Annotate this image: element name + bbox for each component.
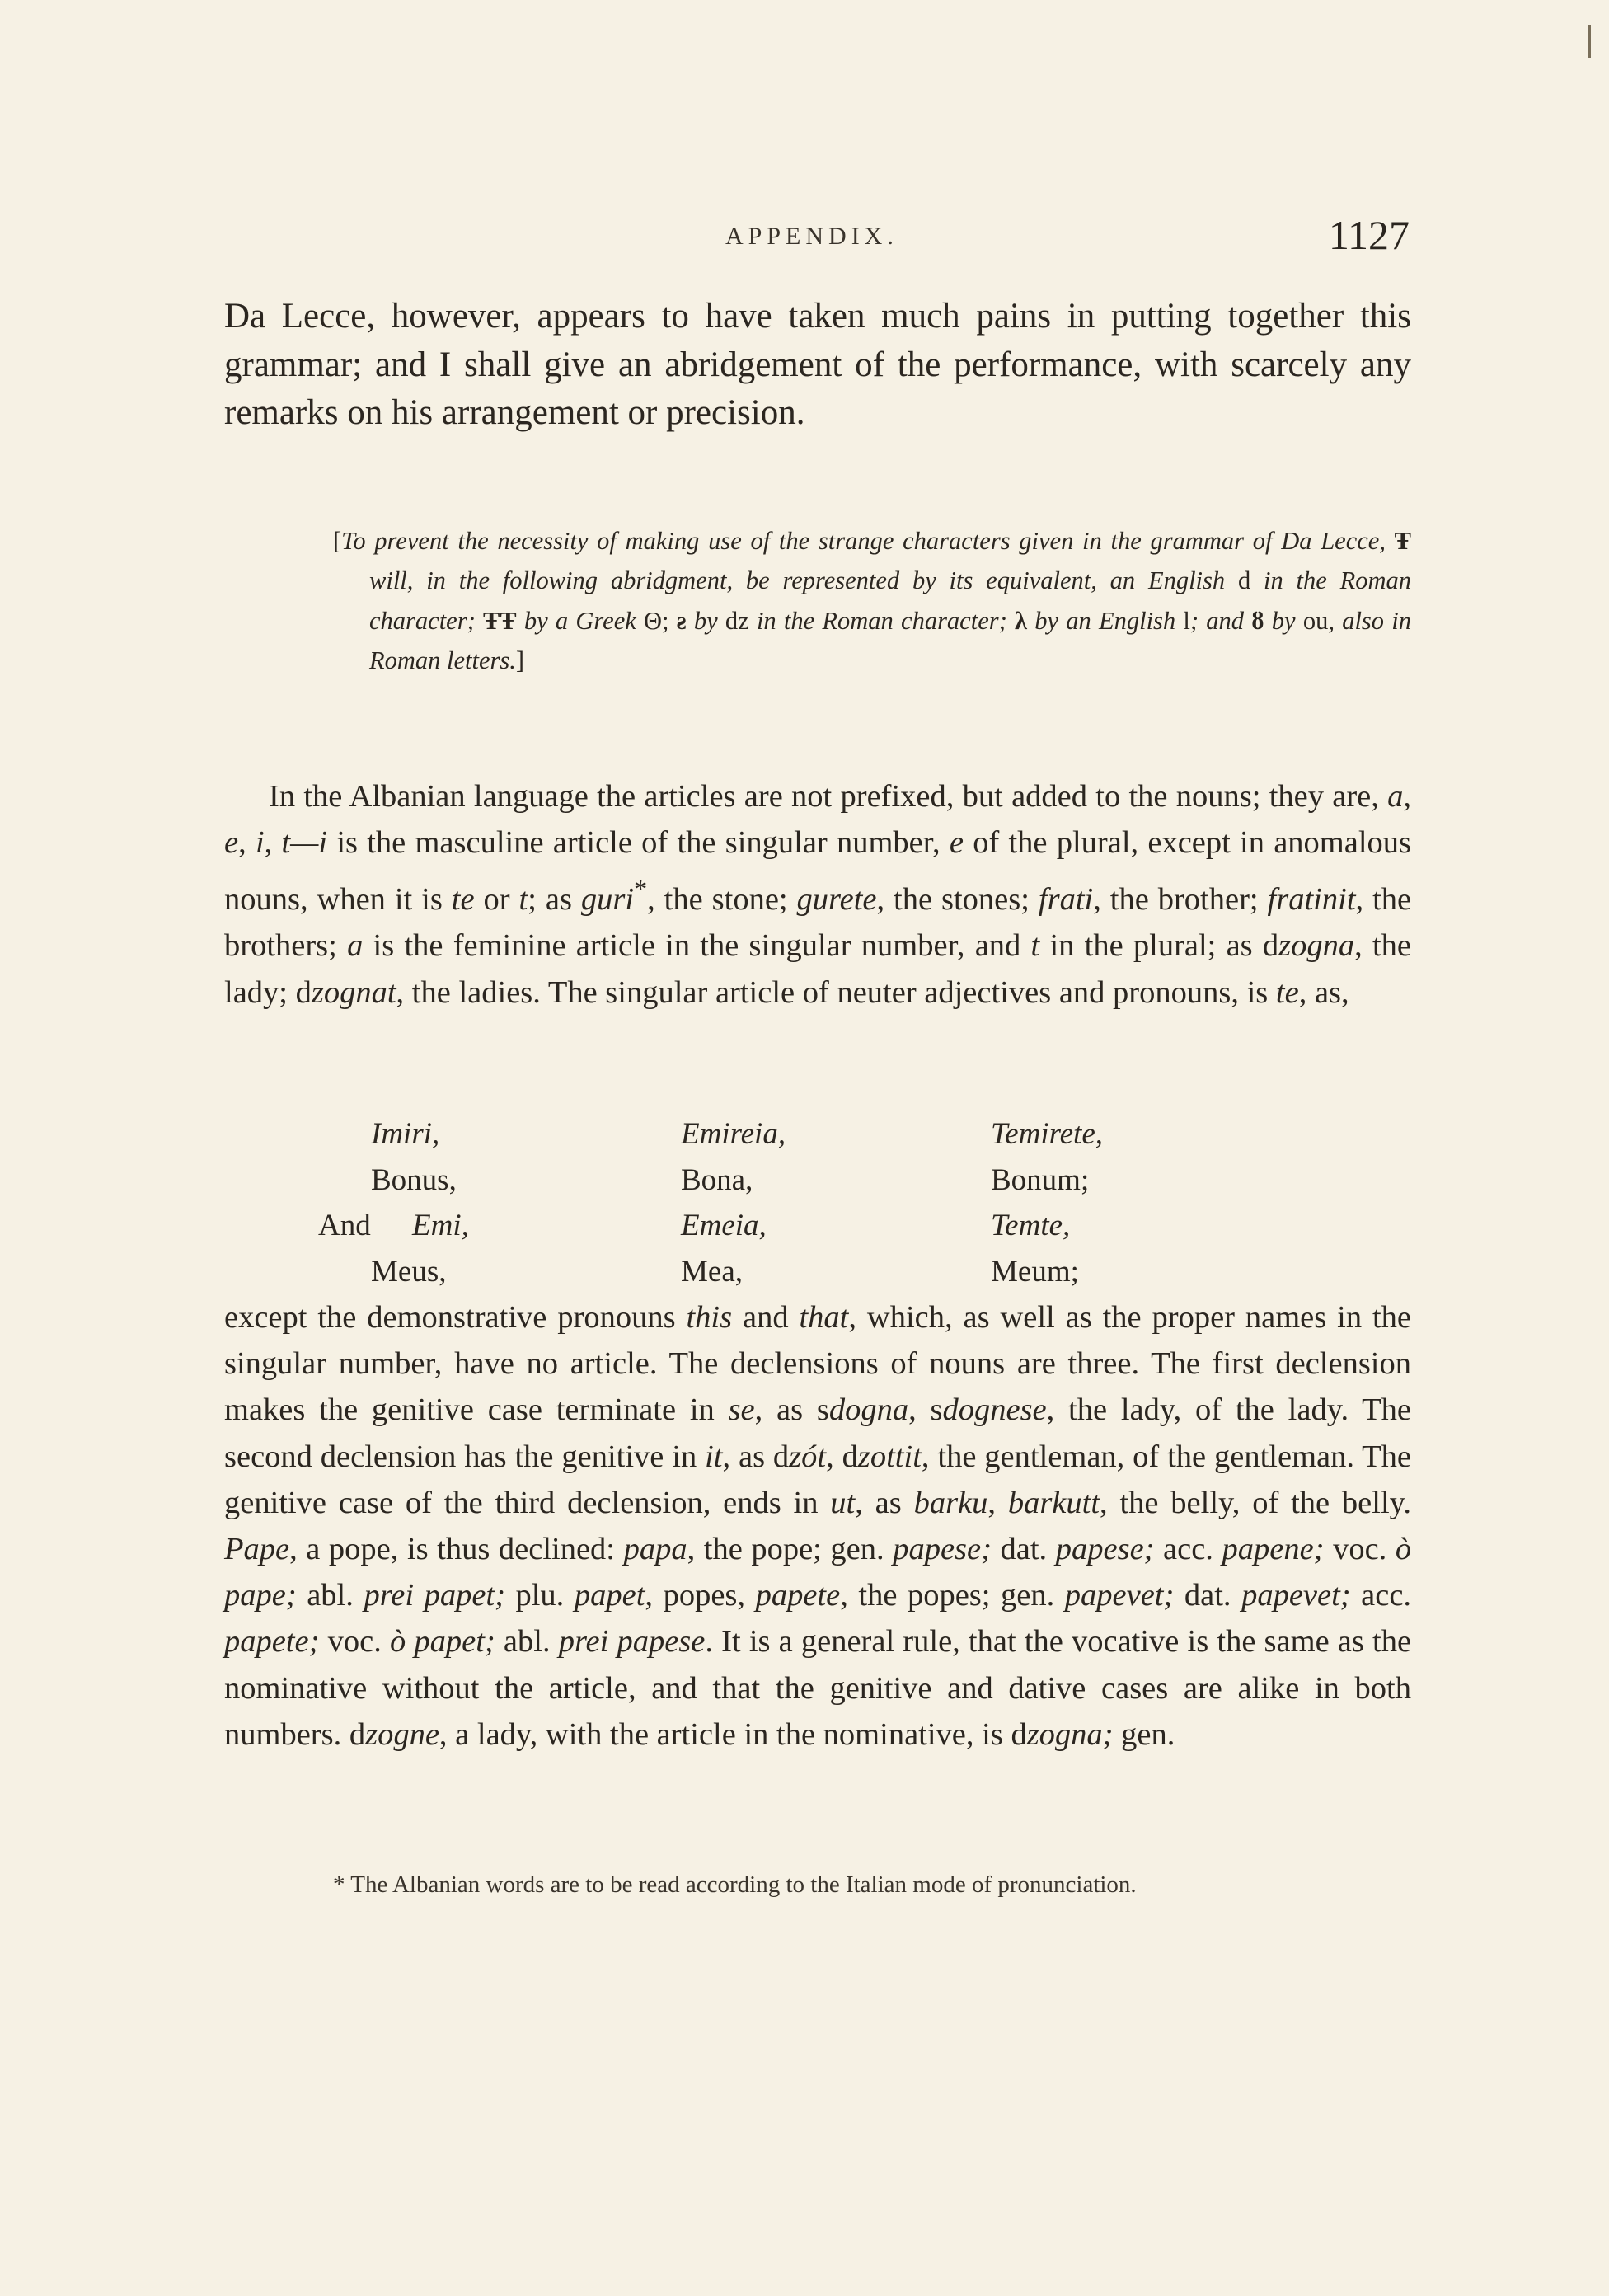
greek-theta: Θ: [644, 606, 663, 635]
footnote-text: The Albanian words are to be read according to the Italian mode of pronunciation.: [350, 1871, 1137, 1898]
page-number: 1127: [1328, 212, 1410, 258]
glyph-dz: ƨ: [676, 606, 687, 635]
glyph-th: ŦŦ: [482, 606, 517, 635]
articles-paragraph: In the Albanian language the articles are not prefixed, but added to the nouns; they are, a, e, i, t—i is the masculine article of the singular number, e of the plural, except in anomalous nouns, when it is te or t; as guri*, the stone; gurete, the stones; frati, the brother; fratinit, the brothers; a is the feminine article in the singular number, and t in the plural; as dzogna, the lady; dzognat, the ladies. The singular article of neuter adjectives and pronouns, is te, as,: [224, 779, 1412, 1010]
glyph-d: Ŧ: [1394, 527, 1412, 555]
page-header: [223, 212, 1410, 265]
intro-paragraph: Da Lecce, however, appears to have taken much pains in putting together this grammar; and I shall give an abridgement of the performance, with scarcely any remarks on his arrangement or precision.: [224, 297, 1411, 432]
running-title: APPENDIX.: [725, 223, 898, 250]
glyph-ou: ȣ: [1251, 606, 1264, 635]
edge-mark: [1588, 25, 1591, 58]
note-text: [To prevent the necessity of making use of the strange characters given in the grammar of Da Lecce, Ŧ will, in the following abridgment, be represented by its equivalent, an English d in the Roman character; ŦŦ by a Greek Θ; ƨ by dz in the Roman character; λ by an English l; and ȣ by ou, also in Roman letters.]: [333, 527, 1412, 675]
glyph-l: λ: [1015, 606, 1027, 635]
demonstrative-paragraph: except the demonstrative pronouns this and that, which, as well as the proper names in the singular number, have no article. The declensions of nouns are three. The first declension makes the genitive case terminate in se, as sdogna, sdognese, the lady, of the lady. The second declension has the genitive in it, as dzót, dzottit, the gentleman, of the gentleman. The genitive case of the third declension, ends in ut, as barku, barkutt, the belly, of the belly. Pape, a pope, is thus declined: papa, the pope; gen. papese; dat. papese; acc. papene; voc. ò pape; abl. prei papet; plu. papet, popes, papete, the popes; gen. papevet; dat. papevet; acc. papete; voc. ò papet; abl. prei papese. It is a general rule, that the vocative is the same as the nominative without the article, and that the genitive and dative cases are alike in both numbers. dzogne, a lady, with the article in the nominative, is dzogna; gen.: [224, 1300, 1412, 1752]
editorial-note: [333, 521, 1411, 681]
book-page: APPENDIX. 1127 Da Lecce, however, appears to have taken much pains in putting together this grammar; and I shall give an abridgement of the performance, with scarcely any remarks on his arrangement or precision. [To prevent the necessity of making use of the strange characters given in the grammar of Da Lecce, Ŧ will, in the following abridgment, be represented by its equivalent, an English d in the Roman character; ŦŦ by a Greek Θ; ƨ by dz in the Roman character; λ by an English l; and ȣ by ou, also in Roman letters.] In the Albanian language the articles are not prefixed, but added to the nouns; they are, a, e, i, t—i is the masculine article of the singular number, e of the plural, except in anomalous nouns, when it is te or t; as guri*, the stone; gurete, the stones; frati, the brother; fratinit, the brothers; a is the feminine article in the singular number, and t in the plural; as dzogna, the lady; dzognat, the ladies. The singular article of neuter adjectives and pronouns, is te, as, Imiri, Emireia, Temirete, Bonus, Bona, Bonum; And Emi, Emeia, Temte, Meus, Mea, Meum; except the demonstrative pronouns this and that, which, as well as the proper names in the singular number, have no article. The declensions of nouns are three. The first declension makes the genitive case terminate in se, as sdogna, sdognese, the lady, of the lady. The second declension has the genitive in it, as dzót, dzottit, the gentleman, of the gentleman. The genitive case of the third declension, ends in ut, as barku, barkutt, the belly, of the belly. Pape, a pope, is thus declined: papa, the pope; gen. papese; dat. papese; acc. papene; voc. ò pape; abl. prei papet; plu. papet, popes, papete, the popes; gen. papevet; dat. papevet; acc. papete; voc. ò papet; abl. prei papese. It is a general rule, that the vocative is the same as the nominative without the article, and that the genitive and dative cases are alike in both numbers. dzogne, a lady, with the article in the nominative, is dzogna; gen. * The Albanian words are to be read according to the Italian mode of pronunciation.: [0, 0, 1609, 2296]
footnote: [333, 1871, 1411, 1899]
footnote-mark: *: [333, 1871, 345, 1898]
footnote-reference: *: [634, 874, 648, 904]
